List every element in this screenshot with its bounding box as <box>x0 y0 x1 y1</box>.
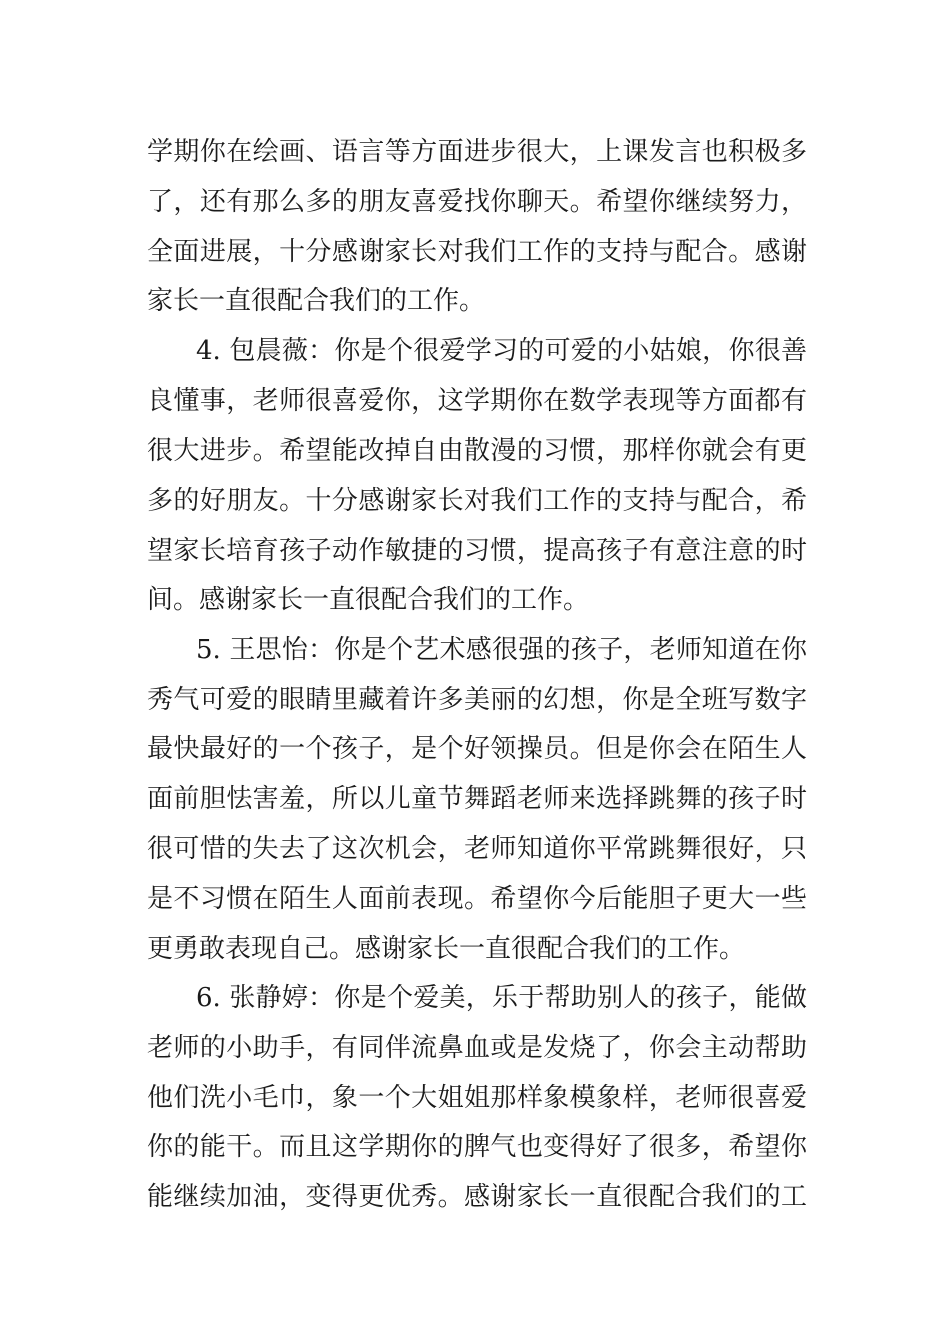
text-line: 面前胆怯害羞，所以儿童节舞蹈老师来选择跳舞的孩子时 <box>147 784 807 814</box>
text-line: 间。感谢家长一直很配合我们的工作。 <box>147 585 590 615</box>
text-line: 是不习惯在陌生人面前表现。希望你今后能胆子更大一些 <box>147 884 807 914</box>
text-line: 老师的小助手，有同伴流鼻血或是发烧了，你会主动帮助 <box>147 1033 807 1063</box>
text-line: 更勇敢表现自己。感谢家长一直很配合我们的工作。 <box>147 934 746 964</box>
text-line: 很大进步。希望能改掉自由散漫的习惯，那样你就会有更 <box>147 436 807 466</box>
text-line: 了，还有那么多的朋友喜爱找你聊天。希望你继续努力， <box>147 187 807 217</box>
text-line: 学期你在绘画、语言等方面进步很大，上课发言也积极多 <box>147 137 807 167</box>
text-line: 秀气可爱的眼睛里藏着许多美丽的幻想，你是全班写数字 <box>147 685 807 715</box>
text-line: 良懂事，老师很喜爱你，这学期你在数学表现等方面都有 <box>147 386 807 416</box>
text-line: 最快最好的一个孩子，是个好领操员。但是你会在陌生人 <box>147 734 807 764</box>
text-line: 很可惜的失去了这次机会，老师知道你平常跳舞很好，只 <box>147 834 807 864</box>
text-line: 你的能干。而且这学期你的脾气也变得好了很多，希望你 <box>147 1132 807 1162</box>
text-line: 多的好朋友。十分感谢家长对我们工作的支持与配合，希 <box>147 486 807 516</box>
text-line: 4. 包晨薇：你是个很爱学习的可爱的小姑娘，你很善 <box>196 336 807 366</box>
text-line: 6. 张静婷：你是个爱美，乐于帮助别人的孩子，能做 <box>196 983 807 1013</box>
text-line: 家长一直很配合我们的工作。 <box>147 286 486 316</box>
text-line: 5. 王思怡：你是个艺术感很强的孩子，老师知道在你 <box>196 635 807 665</box>
text-line: 全面进展，十分感谢家长对我们工作的支持与配合。感谢 <box>147 237 807 267</box>
text-line: 能继续加油，变得更优秀。感谢家长一直很配合我们的工 <box>147 1182 807 1212</box>
text-line: 他们洗小毛巾，象一个大姐姐那样象模象样，老师很喜爱 <box>147 1083 807 1113</box>
text-line: 望家长培育孩子动作敏捷的习惯，提高孩子有意注意的时 <box>147 536 807 566</box>
